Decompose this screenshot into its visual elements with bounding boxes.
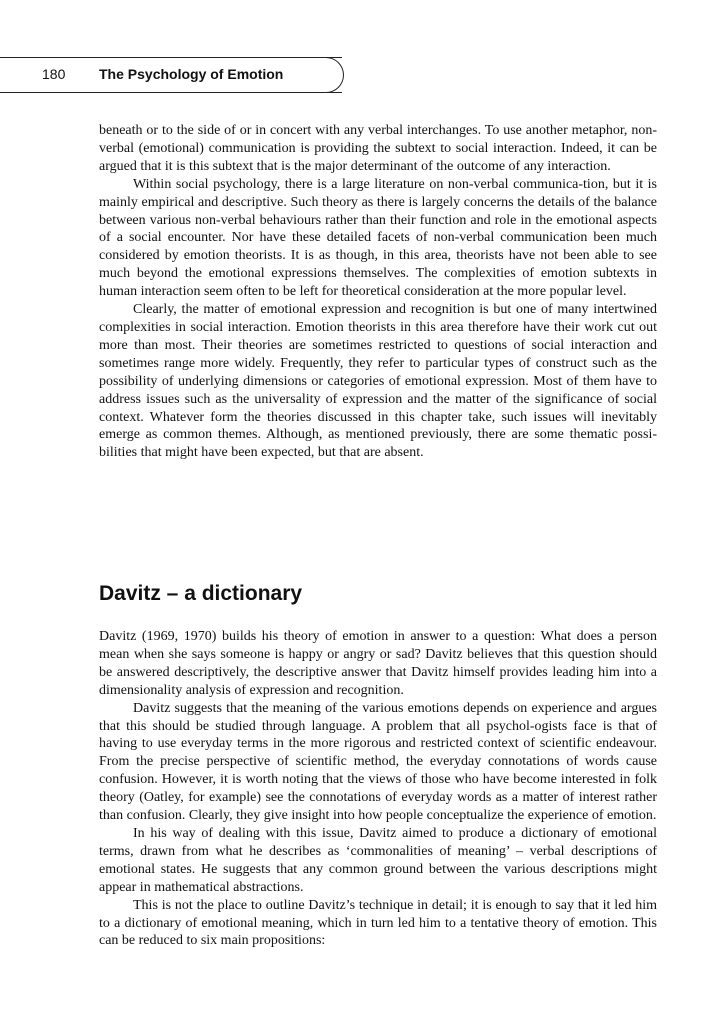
running-header-tab — [300, 57, 344, 93]
paragraph: Within social psychology, there is a large literature on non-verbal communica-tion, but it is mainly empirical and descriptive. Such theory as there is largely concerns the details of the balance between various non-verbal behaviours rather than their function and role in the emotional aspects of a social encounter. Nor have these detailed facets of non-verbal communication been much considered by emotion theorists. It is as though, in this area, theorists have not been able to see much beyond the emotional expressions themselves. The complexities of emotion subtexts in human interaction seem often to be left for theoretical consideration at the more popular level. — [99, 176, 657, 300]
section-intro-text — [99, 122, 657, 462]
page-number: 180 — [42, 66, 66, 82]
paragraph: Davitz suggests that the meaning of the various emotions depends on experience and argues that this should be studied through language. A problem that all psychol-ogists face is that of having to use everyday terms in the more rigorous and restricted context of scientific endeavour. From the precise perspective of scientific method, the everyday connotations of words cause confusion. However, it is worth noting that the views of those who have become interested in folk theory (Oatley, for example) see the connotations of everyday words as a matter of interest rather than confusion. Clearly, they give insight into how people conceptualize the experience of emotion. — [99, 700, 657, 824]
paragraph: In his way of dealing with this issue, Davitz aimed to produce a dictionary of emotional terms, drawn from what he describes as ‘commonalities of meaning’ – verbal descriptions of emotional states. He suggests that any common ground between the various descriptions might appear in mathematical abstractions. — [99, 825, 657, 895]
paragraph: Davitz (1969, 1970) builds his theory of emotion in answer to a question: What does a person mean when she says someone is happy or angry or sad? Davitz believes that this question should be answered descriptively, the descriptive answer that Davitz himself provides leading him into a dimensionality analysis of expression and recognition. — [99, 629, 657, 698]
section-davitz-text — [99, 628, 657, 950]
paragraph: Clearly, the matter of emotional expression and recognition is but one of many intertwined complexities in social interaction. Emotion theorists in this area therefore have their work cut out more than most. Their theories are sometimes restricted to questions of social interaction and sometimes range more widely. Frequently, they refer to particular types of construct such as the possibility of underlying dimensions or categories of emotional expression. Most of them have to address issues such as the universality of expression and the matter of the significance of social context. Whatever form the theories discussed in this chapter take, such issues will inevitably emerge as common themes. Although, as mentioned previously, there are some thematic possi-bilities that might have been expected, but that are absent. — [99, 302, 657, 461]
paragraph: This is not the place to outline Davitz’s technique in detail; it is enough to say that it led him to a dictionary of emotional meaning, which in turn led him to a tentative theory of emotion. This can be reduced to six main propositions: — [99, 897, 657, 949]
paragraph: beneath or to the side of or in concert with any verbal interchanges. To use another metaphor, non-verbal (emotional) communication is providing the subtext to social interaction. Indeed, it can be argued that it is this subtext that is the major determinant of the outcome of any interaction. — [99, 123, 657, 174]
running-title: The Psychology of Emotion — [99, 66, 284, 82]
section-heading: Davitz – a dictionary — [99, 582, 303, 605]
